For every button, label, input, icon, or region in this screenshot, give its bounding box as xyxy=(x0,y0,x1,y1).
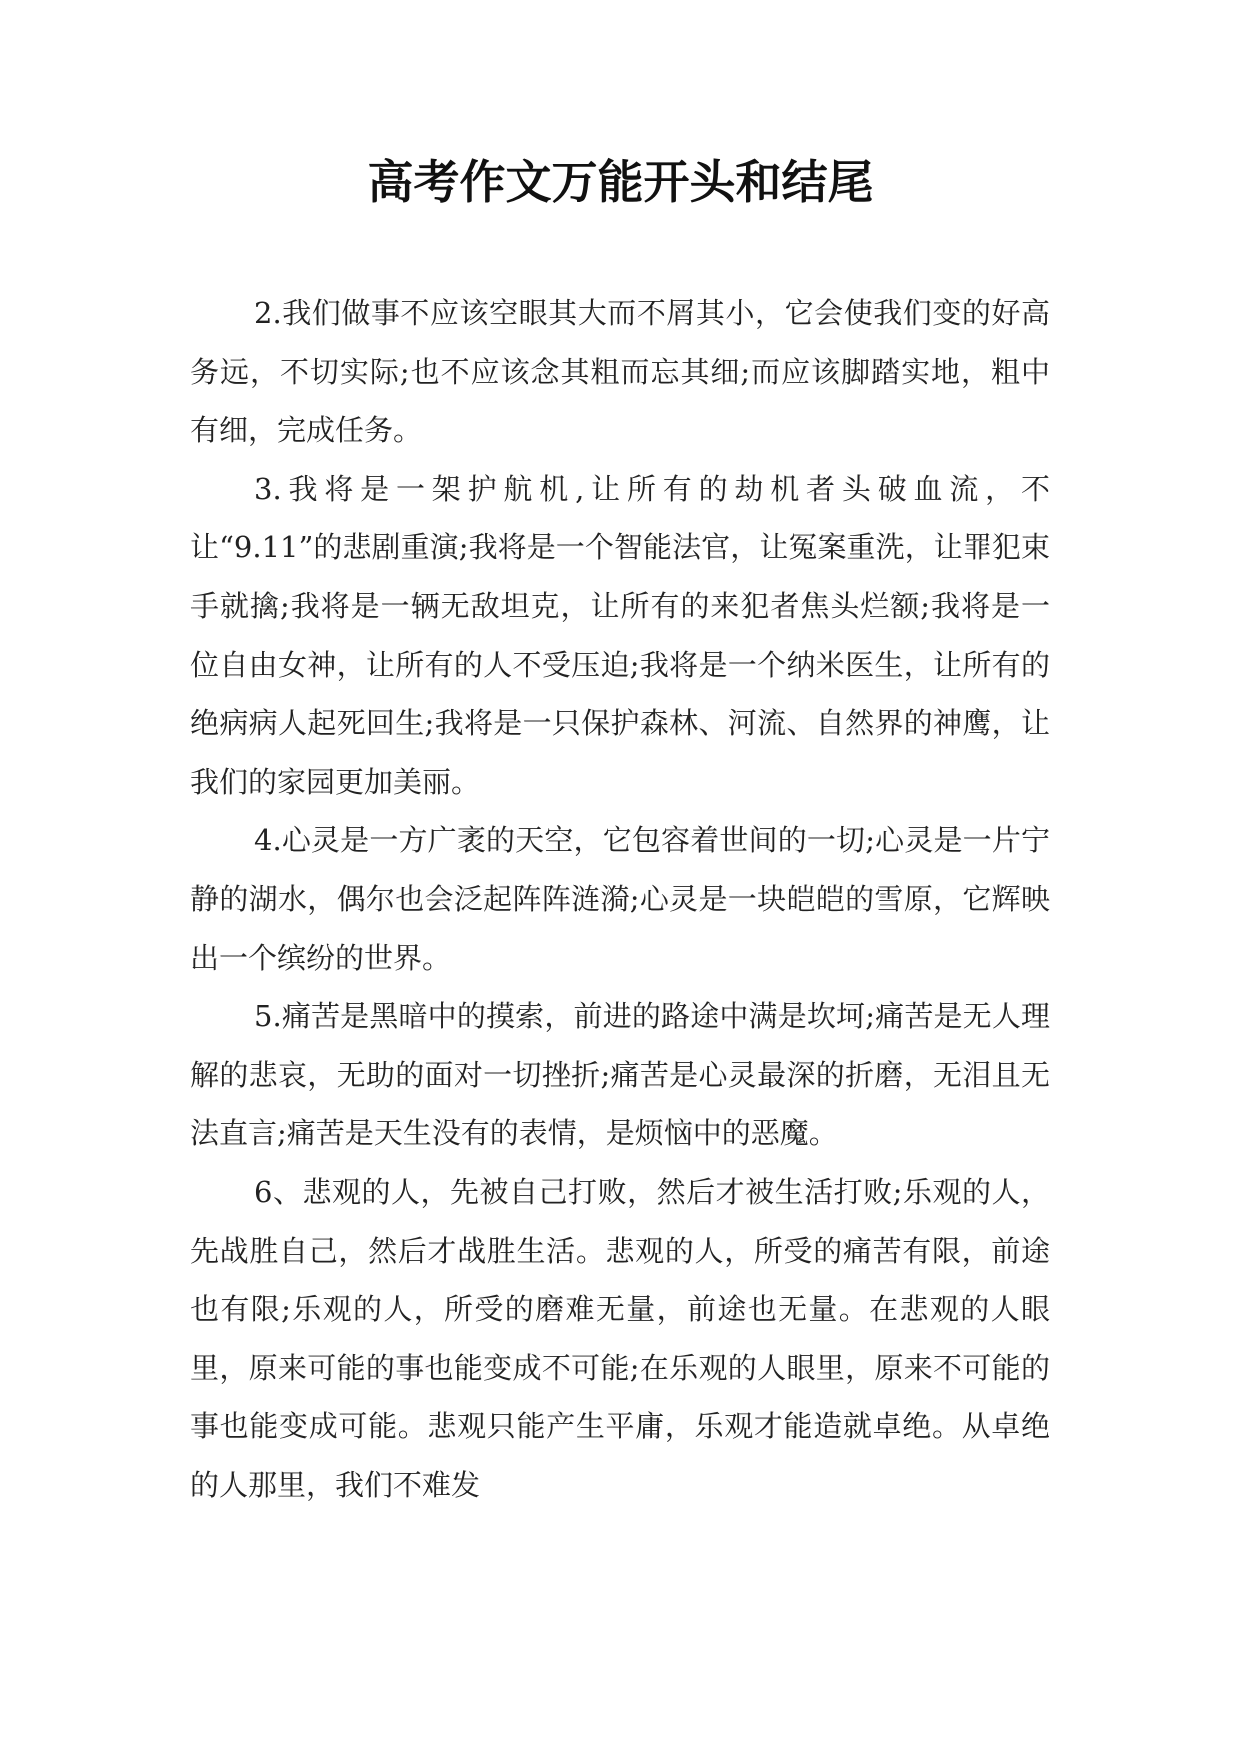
paragraph-3: 3.我将是一架护航机,让所有的劫机者头破血流，不让“9.11”的悲剧重演;我将是一个智能法官，让冤案重洗，让罪犯束手就擒;我将是一辆无敌坦克，让所有的来犯者焦头烂额;我将是一位自由女神，让所有的人不受压迫;我将是一个纳米医生，让所有的绝病病人起死回生;我将是一只保护森林、河流、自然界的神鹰，让我们的家园更加美丽。 xyxy=(190,471,1050,799)
paragraph-5: 5.痛苦是黑暗中的摸索，前进的路途中满是坎坷;痛苦是无人理解的悲哀，无助的面对一切挫折;痛苦是心灵最深的折磨，无泪且无法直言;痛苦是天生没有的表情，是烦恼中的恶魔。 xyxy=(190,999,1050,1151)
document-body xyxy=(190,284,1050,1514)
paragraph-6: 6、悲观的人，先被自己打败，然后才被生活打败;乐观的人，先战胜自己，然后才战胜生活。悲观的人，所受的痛苦有限，前途也有限;乐观的人，所受的磨难无量，前途也无量。在悲观的人眼里，原来可能的事也能变成不可能;在乐观的人眼里，原来不可能的事也能变成可能。悲观只能产生平庸，乐观才能造就卓绝。从卓绝的人那里，我们不难发 xyxy=(190,1174,1050,1502)
document-title: 高考作文万能开头和结尾 xyxy=(367,155,874,209)
paragraph-4: 4.心灵是一方广袤的天空，它包容着世间的一切;心灵是一片宁静的湖水，偶尔也会泛起阵阵涟漪;心灵是一块皑皑的雪原，它辉映出一个缤纷的世界。 xyxy=(190,823,1050,975)
paragraph-2: 2.我们做事不应该空眼其大而不屑其小，它会使我们变的好高务远，不切实际;也不应该念其粗而忘其细;而应该脚踏实地，粗中有细，完成任务。 xyxy=(190,296,1050,448)
